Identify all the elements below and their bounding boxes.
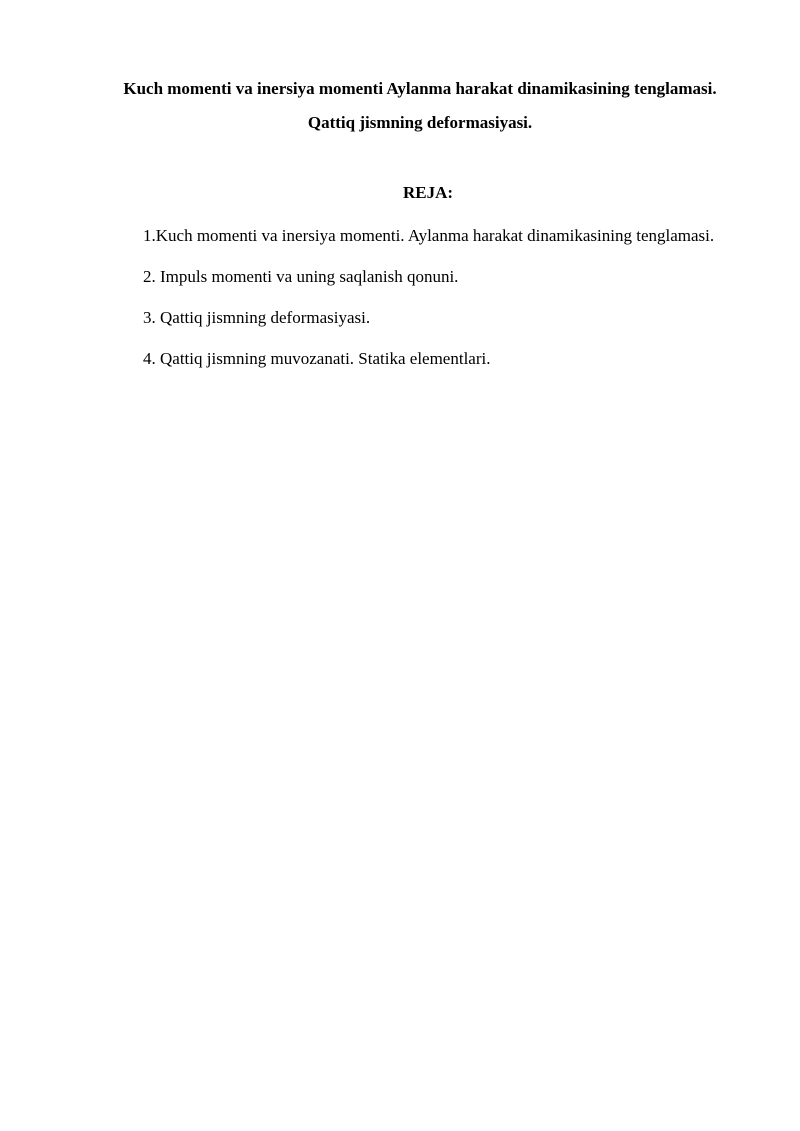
document-title: Kuch momenti va inersiya momenti Aylanma harakat dinamikasining tenglamasi. Qattiq jismning deformasiyasi. [123,79,717,132]
plan-item-3: 3. Qattiq jismning deformasiyasi. [143,308,371,327]
plan-item-2: 2. Impuls momenti va uning saqlanish qonuni. [143,267,459,286]
plan-item-4: 4. Qattiq jismning muvozanati. Statika elementlari. [143,349,491,368]
plan-heading: REJA: [402,183,454,202]
plan-item-1: 1.Kuch momenti va inersiya momenti. Aylanma harakat dinamikasining tenglamasi. [143,226,715,245]
plan-list [143,220,723,384]
